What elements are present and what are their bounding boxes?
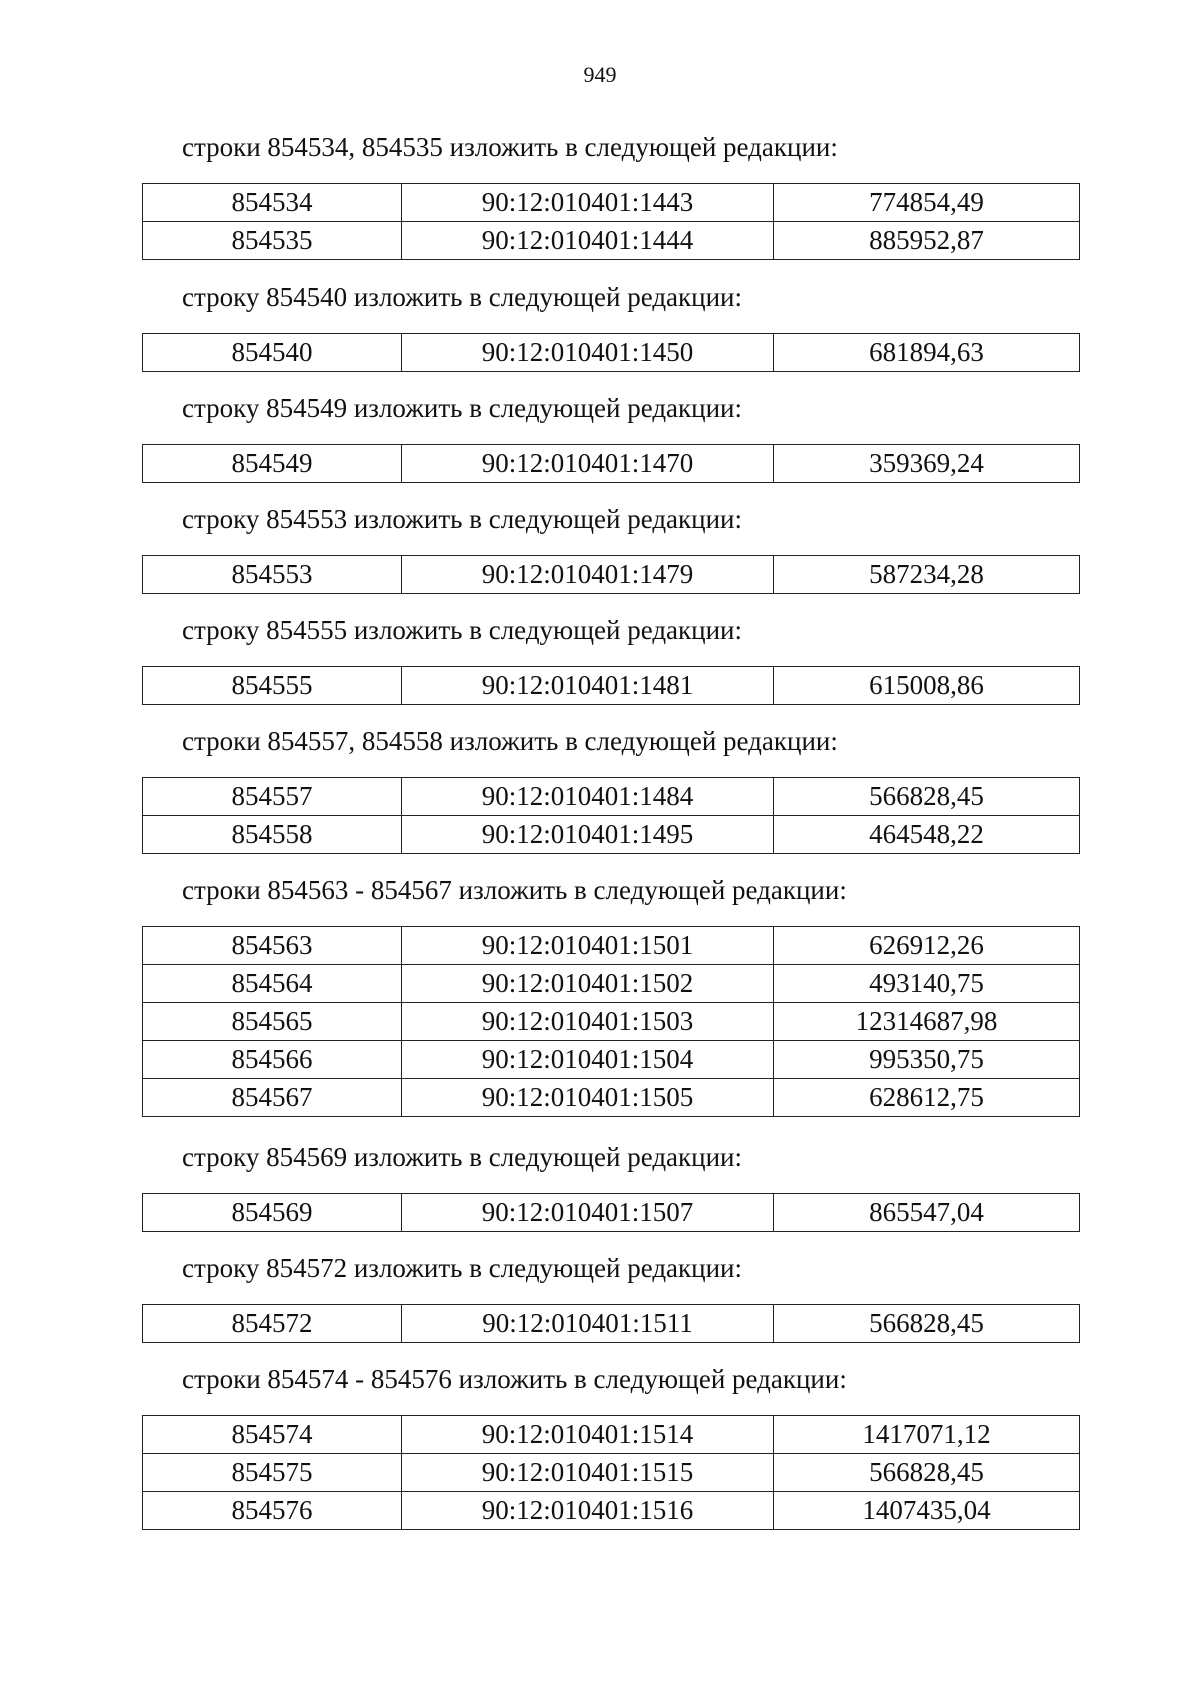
- row-number-cell: 854567: [143, 1079, 402, 1117]
- amendment-heading: строки 854574 - 854576 изложить в следующей редакции:: [182, 1364, 847, 1394]
- amendment-table: [142, 1193, 1080, 1232]
- cadastral-number-cell: 90:12:010401:1450: [402, 334, 774, 372]
- value-cell: 12314687,98: [774, 1003, 1080, 1041]
- value-cell: 885952,87: [774, 222, 1080, 260]
- row-number-cell: 854574: [143, 1416, 402, 1454]
- cadastral-number-cell: 90:12:010401:1504: [402, 1041, 774, 1079]
- amendment-heading: строки 854557, 854558 изложить в следующей редакции:: [182, 726, 838, 756]
- amendment-heading: строку 854549 изложить в следующей редакции:: [182, 393, 743, 423]
- table-row: [143, 334, 1080, 372]
- row-number-cell: 854534: [143, 184, 402, 222]
- amendment-heading: строки 854563 - 854567 изложить в следующей редакции:: [182, 875, 847, 905]
- cadastral-number-cell: 90:12:010401:1484: [402, 778, 774, 816]
- value-cell: 628612,75: [774, 1079, 1080, 1117]
- table-row: [143, 667, 1080, 705]
- page-number: 949: [583, 62, 617, 87]
- table-row: [143, 778, 1080, 816]
- table-row: [143, 1003, 1080, 1041]
- row-number-cell: 854553: [143, 556, 402, 594]
- row-number-cell: 854564: [143, 965, 402, 1003]
- cadastral-number-cell: 90:12:010401:1443: [402, 184, 774, 222]
- value-cell: 681894,63: [774, 334, 1080, 372]
- value-cell: 995350,75: [774, 1041, 1080, 1079]
- amendment-table: [142, 1304, 1080, 1343]
- value-cell: 566828,45: [774, 1454, 1080, 1492]
- amendment-table: [142, 1415, 1080, 1530]
- amendment-table: [142, 555, 1080, 594]
- cadastral-number-cell: 90:12:010401:1505: [402, 1079, 774, 1117]
- row-number-cell: 854565: [143, 1003, 402, 1041]
- row-number-cell: 854535: [143, 222, 402, 260]
- cadastral-number-cell: 90:12:010401:1470: [402, 445, 774, 483]
- table-row: [143, 965, 1080, 1003]
- value-cell: 626912,26: [774, 927, 1080, 965]
- row-number-cell: 854575: [143, 1454, 402, 1492]
- value-cell: 566828,45: [774, 778, 1080, 816]
- amendment-heading: строку 854569 изложить в следующей редакции:: [182, 1142, 743, 1172]
- row-number-cell: 854557: [143, 778, 402, 816]
- value-cell: 1417071,12: [774, 1416, 1080, 1454]
- amendment-table: [142, 444, 1080, 483]
- table-row: [143, 556, 1080, 594]
- cadastral-number-cell: 90:12:010401:1514: [402, 1416, 774, 1454]
- value-cell: 464548,22: [774, 816, 1080, 854]
- cadastral-number-cell: 90:12:010401:1515: [402, 1454, 774, 1492]
- amendment-table: [142, 333, 1080, 372]
- table-row: [143, 1305, 1080, 1343]
- table-row: [143, 184, 1080, 222]
- row-number-cell: 854563: [143, 927, 402, 965]
- value-cell: 1407435,04: [774, 1492, 1080, 1530]
- value-cell: 587234,28: [774, 556, 1080, 594]
- row-number-cell: 854558: [143, 816, 402, 854]
- table-row: [143, 927, 1080, 965]
- table-row: [143, 1454, 1080, 1492]
- amendment-table: [142, 926, 1080, 1117]
- value-cell: 359369,24: [774, 445, 1080, 483]
- row-number-cell: 854569: [143, 1194, 402, 1232]
- cadastral-number-cell: 90:12:010401:1495: [402, 816, 774, 854]
- table-row: [143, 1079, 1080, 1117]
- table-row: [143, 1041, 1080, 1079]
- value-cell: 615008,86: [774, 667, 1080, 705]
- amendment-heading: строки 854534, 854535 изложить в следующей редакции:: [182, 132, 838, 162]
- table-row: [143, 222, 1080, 260]
- amendment-heading: строку 854540 изложить в следующей редакции:: [182, 282, 743, 312]
- cadastral-number-cell: 90:12:010401:1444: [402, 222, 774, 260]
- value-cell: 493140,75: [774, 965, 1080, 1003]
- table-row: [143, 445, 1080, 483]
- value-cell: 774854,49: [774, 184, 1080, 222]
- cadastral-number-cell: 90:12:010401:1481: [402, 667, 774, 705]
- amendment-heading: строку 854572 изложить в следующей редакции:: [182, 1253, 743, 1283]
- amendment-table: [142, 183, 1080, 260]
- amendment-heading: строку 854555 изложить в следующей редакции:: [182, 615, 743, 645]
- cadastral-number-cell: 90:12:010401:1479: [402, 556, 774, 594]
- cadastral-number-cell: 90:12:010401:1511: [402, 1305, 774, 1343]
- row-number-cell: 854540: [143, 334, 402, 372]
- cadastral-number-cell: 90:12:010401:1516: [402, 1492, 774, 1530]
- amendment-heading: строку 854553 изложить в следующей редакции:: [182, 504, 743, 534]
- cadastral-number-cell: 90:12:010401:1501: [402, 927, 774, 965]
- cadastral-number-cell: 90:12:010401:1507: [402, 1194, 774, 1232]
- row-number-cell: 854566: [143, 1041, 402, 1079]
- amendment-table: [142, 666, 1080, 705]
- row-number-cell: 854576: [143, 1492, 402, 1530]
- row-number-cell: 854549: [143, 445, 402, 483]
- table-row: [143, 1492, 1080, 1530]
- table-row: [143, 1416, 1080, 1454]
- value-cell: 566828,45: [774, 1305, 1080, 1343]
- value-cell: 865547,04: [774, 1194, 1080, 1232]
- cadastral-number-cell: 90:12:010401:1502: [402, 965, 774, 1003]
- table-row: [143, 816, 1080, 854]
- cadastral-number-cell: 90:12:010401:1503: [402, 1003, 774, 1041]
- row-number-cell: 854572: [143, 1305, 402, 1343]
- table-row: [143, 1194, 1080, 1232]
- row-number-cell: 854555: [143, 667, 402, 705]
- amendment-table: [142, 777, 1080, 854]
